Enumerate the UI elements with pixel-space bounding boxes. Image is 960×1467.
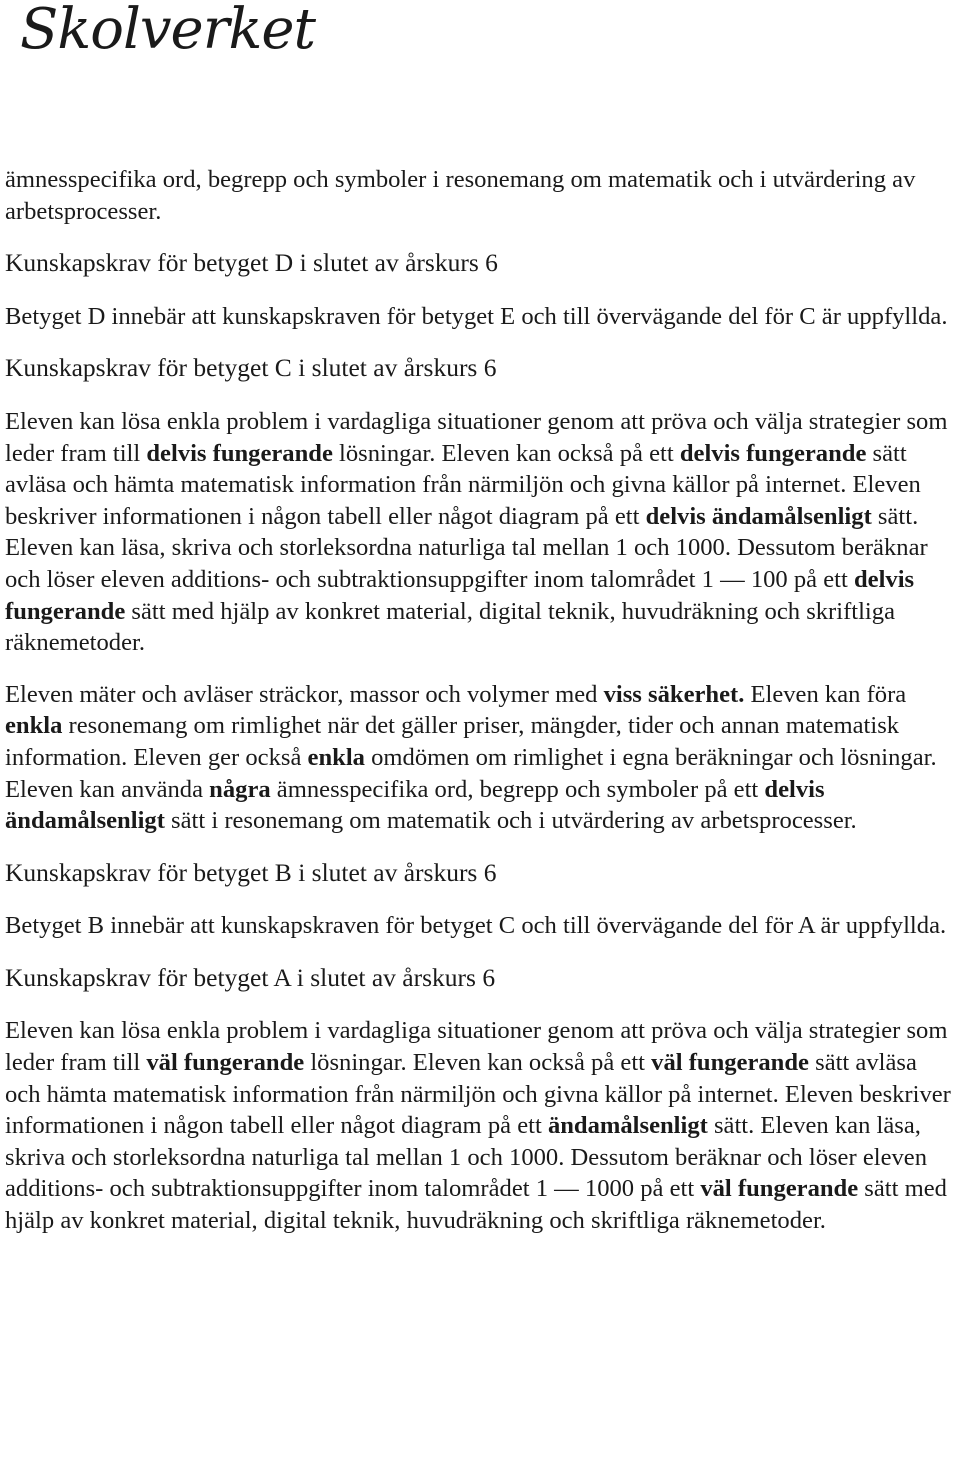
skolverket-logo: Skolverket (20, 0, 316, 62)
emphasis-text: delvis fungerande (5, 565, 915, 625)
emphasis-text: ändamålsenligt (547, 1112, 708, 1140)
emphasis-text: delvis ändamålsenligt (5, 775, 825, 835)
emphasis-text: väl fungerande (146, 1049, 305, 1077)
emphasis-text: delvis fungerande (679, 439, 867, 467)
heading-grade-d: Kunskapskrav för betyget D i slutet av årskurs 6 (5, 248, 498, 278)
emphasis-text: några (209, 775, 271, 803)
text-run: sätt avläsa och hämta matematisk information från närmiljön och givna källor på internet. Eleven beskriver informationen i någon tabell eller något diagram på ett (5, 439, 921, 530)
text-run: lösningar. Eleven kan också på ett (304, 1049, 652, 1077)
text-run: sätt. Eleven kan läsa, skriva och storleksordna naturliga tal mellan 1 och 1000. Dessutom beräknar och löser eleven additions- och subtraktionsuppgifter inom talområdet 1 — 1000 på ett (5, 1112, 927, 1203)
text-run: resonemang om rimlighet när det gäller priser, mängder, tider och annan matematisk information. Eleven ger också (5, 712, 900, 771)
text-run: sätt. Eleven kan läsa, skriva och storleksordna naturliga tal mellan 1 och 1000. Dessutom beräknar och löser eleven additions- och subtraktionsuppgifter inom talområdet 1 — 100 på ett (5, 502, 928, 593)
emphasis-text: enkla (307, 743, 365, 771)
text-run: Eleven kan lösa enkla problem i vardagliga situationer genom att pröva och välja strategier som leder fram till (5, 1017, 948, 1077)
emphasis-text: väl fungerande (700, 1175, 859, 1203)
intro-paragraph: ämnesspecifika ord, begrepp och symboler i resonemang om matematik och i utvärdering av arbetsprocesser. (5, 166, 916, 225)
text-run: sätt i resonemang om matematik och i utvärdering av arbetsprocesser. (164, 807, 857, 835)
text-run: sätt med hjälp av konkret material, digital teknik, huvudräkning och skriftliga räknemetoder. (5, 597, 895, 657)
document-body (5, 164, 957, 1237)
text-run: lösningar. Eleven kan också på ett (332, 439, 680, 467)
text-run: ämnesspecifika ord, begrepp och symboler på ett (270, 775, 765, 803)
paragraph-grade-a-1 (5, 1015, 957, 1236)
paragraph-grade-c-1 (5, 406, 957, 659)
heading-grade-b: Kunskapskrav för betyget B i slutet av årskurs 6 (5, 857, 497, 887)
text-run: sätt avläsa och hämta matematisk information från närmiljön och givna källor på internet. Eleven beskriver informationen i någon tabell eller något diagram på ett (5, 1049, 951, 1140)
paragraph-grade-b: Betyget B innebär att kunskapskraven för betyget C och till övervägande del för A är uppfyllda. (5, 912, 947, 940)
emphasis-text: viss säkerhet. (603, 680, 745, 708)
paragraph-grade-d: Betyget D innebär att kunskapskraven för betyget E och till övervägande del för C är uppfyllda. (5, 302, 948, 330)
text-run: Eleven kan föra (744, 680, 907, 708)
text-run: sätt med hjälp av konkret material, digital teknik, huvudräkning och skriftliga räknemetoder. (5, 1175, 947, 1235)
text-run: Eleven kan lösa enkla problem i vardagliga situationer genom att pröva och välja strategier som leder fram till (5, 407, 948, 467)
paragraph-grade-c-2 (5, 679, 957, 837)
heading-grade-c: Kunskapskrav för betyget C i slutet av årskurs 6 (5, 353, 497, 383)
heading-grade-a: Kunskapskrav för betyget A i slutet av årskurs 6 (5, 962, 496, 992)
emphasis-text: delvis ändamålsenligt (645, 502, 872, 530)
text-run: omdömen om rimlighet i egna beräkningar och lösningar. Eleven kan använda (5, 743, 937, 803)
emphasis-text: delvis fungerande (146, 439, 333, 467)
emphasis-text: väl fungerande (651, 1049, 809, 1077)
emphasis-text: enkla (5, 712, 63, 740)
text-run: Eleven mäter och avläser sträckor, massor och volymer med (5, 680, 604, 708)
